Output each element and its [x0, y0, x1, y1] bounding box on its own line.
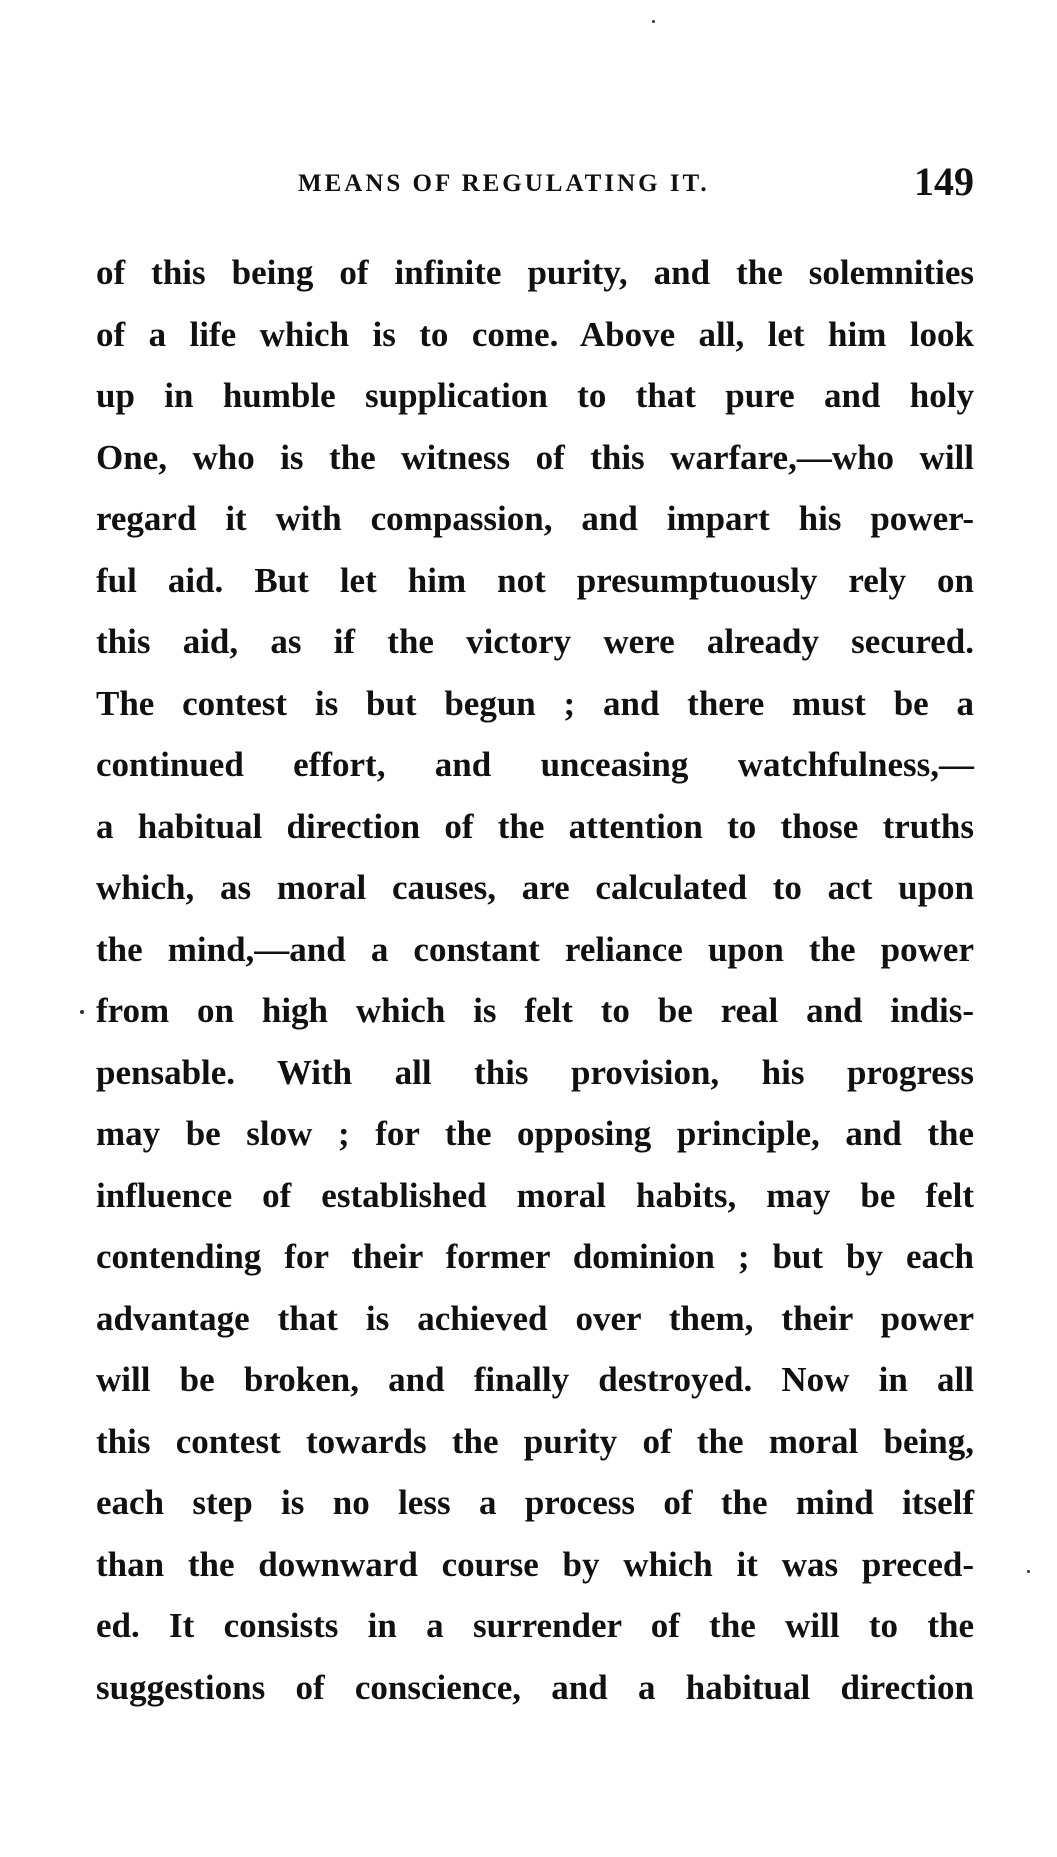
running-title: MEANS OF REGULATING IT. — [298, 170, 710, 197]
text-line: ed. It consists in a surrender of the will to the — [96, 1606, 974, 1645]
text-line: continued effort, and unceasing watchfulness,— — [96, 745, 974, 784]
text-line: from on high which is felt to be real and indis- — [96, 991, 974, 1030]
page-number: 149 — [914, 159, 974, 204]
text-line: The contest is but begun ; and there must be a — [96, 683, 974, 723]
body-text — [96, 242, 974, 1718]
print-speck — [652, 20, 655, 23]
text-line: One, who is the witness of this warfare,—who will — [96, 437, 974, 477]
text-line: pensable. With all this provision, his progress — [96, 1052, 974, 1092]
running-head — [96, 158, 974, 202]
print-speck — [1027, 1570, 1030, 1573]
text-line: will be broken, and finally destroyed. Now in all — [96, 1360, 974, 1399]
text-line: which, as moral causes, are calculated to act upon — [96, 868, 974, 907]
text-line: contending for their former dominion ; but by each — [96, 1237, 974, 1276]
text-line: a habitual direction of the attention to those truths — [96, 806, 974, 846]
text-line: up in humble supplication to that pure and holy — [96, 376, 974, 415]
text-line: of this being of infinite purity, and the solemnities — [96, 253, 974, 292]
text-line: advantage that is achieved over them, their power — [96, 1298, 974, 1338]
print-speck — [80, 1010, 84, 1014]
text-line: this aid, as if the victory were already secured. — [96, 622, 974, 661]
text-line: the mind,—and a constant reliance upon the power — [96, 929, 974, 969]
text-line: suggestions of conscience, and a habitual direction — [96, 1667, 974, 1707]
text-line: of a life which is to come. Above all, let him look — [96, 314, 974, 354]
text-line: than the downward course by which it was preced- — [96, 1544, 974, 1584]
text-line: each step is no less a process of the mind itself — [96, 1483, 974, 1522]
text-line: influence of established moral habits, may be felt — [96, 1175, 974, 1215]
text-line: this contest towards the purity of the moral being, — [96, 1421, 974, 1461]
text-line: ful aid. But let him not presumptuously rely on — [96, 560, 974, 600]
text-line: regard it with compassion, and impart his power- — [96, 499, 974, 538]
text-line: may be slow ; for the opposing principle, and the — [96, 1114, 974, 1153]
